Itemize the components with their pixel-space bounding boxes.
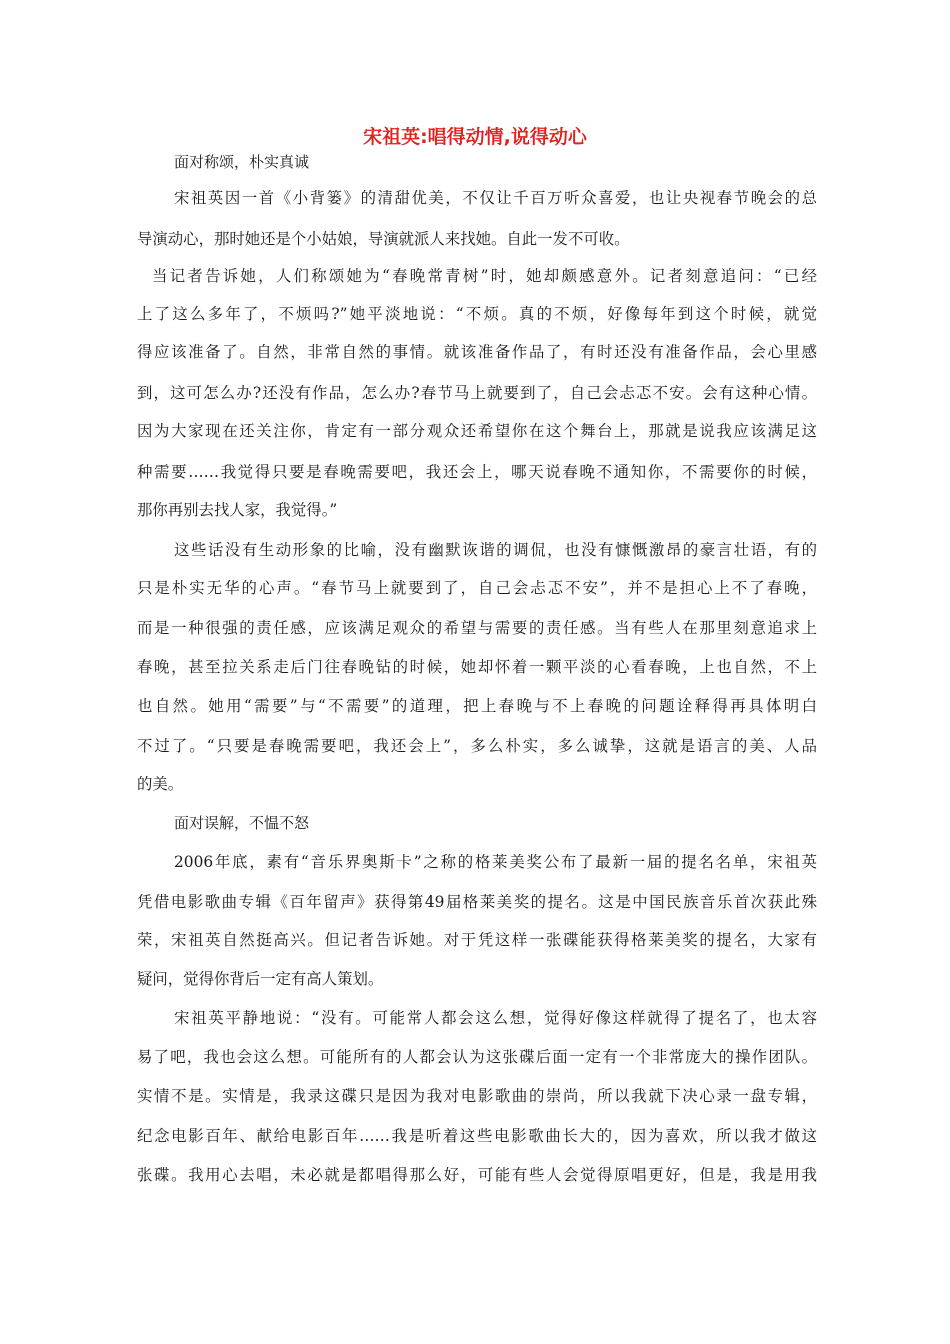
paragraph-line: 不过了。“只要是春晚需要吧，我还会上”，多么朴实，多么诚挚，这就是语言的美、人品 [137, 737, 817, 755]
paragraph-line: 易了吧，我也会这么想。可能所有的人都会认为这张碟后面一定有一个非常庞大的操作团队。 [137, 1048, 817, 1066]
paragraph-line: 这些话没有生动形象的比喻，没有幽默诙谐的调侃，也没有慷慨激昂的豪言壮语，有的 [174, 541, 817, 559]
article-title: 宋祖英:唱得动情,说得动心 [363, 126, 587, 148]
section-heading: 面对称颂，朴实真诚 [174, 153, 310, 171]
paragraph-line: 纪念电影百年、献给电影百年……我是听着这些电影歌曲长大的，因为喜欢，所以我才做这 [137, 1127, 817, 1145]
paragraph-line: 宋祖英因一首《小背篓》的清甜优美，不仅让千百万听众喜爱，也让央视春节晚会的总 [174, 189, 817, 207]
paragraph-line: 那你再别去找人家，我觉得。” [137, 501, 338, 519]
section-heading: 面对误解，不愠不怒 [174, 814, 310, 832]
paragraph-line: 当记者告诉她，人们称颂她为“春晚常青树”时，她却颇感意外。记者刻意追问：“已经 [152, 267, 817, 285]
paragraph-line: 疑问，觉得你背后一定有高人策划。 [137, 970, 384, 988]
paragraph-line: 也自然。她用“需要”与“不需要”的道理，把上春晚与不上春晚的问题诠释得再具体明白 [137, 697, 817, 715]
paragraph-line: 种需要……我觉得只要是春晚需要吧，我还会上，哪天说春晚不通知你，不需要你的时候， [137, 463, 817, 481]
paragraph-line: 只是朴实无华的心声。“春节马上就要到了，自己会忐忑不安”，并不是担心上不了春晚， [137, 579, 817, 597]
paragraph-line: 宋祖英平静地说：“没有。可能常人都会这么想，觉得好像这样就得了提名了，也太容 [174, 1009, 817, 1027]
paragraph-line: 上了这么多年了，不烦吗?”她平淡地说：“不烦。真的不烦，好像每年到这个时候，就觉 [137, 305, 817, 323]
paragraph-line: 荣，宋祖英自然挺高兴。但记者告诉她。对于凭这样一张碟能获得格莱美奖的提名，大家有 [137, 931, 817, 949]
paragraph-line: 到，这可怎么办?还没有作品，怎么办?春节马上就要到了，自己会忐忑不安。会有这种心情。 [137, 384, 817, 402]
paragraph-line: 凭借电影歌曲专辑《百年留声》获得第49届格莱美奖的提名。这是中国民族音乐首次获此殊 [137, 893, 817, 911]
paragraph-line: 实情不是。实情是，我录这碟只是因为我对电影歌曲的崇尚，所以我就下决心录一盘专辑， [137, 1087, 817, 1105]
paragraph-line: 得应该准备了。自然，非常自然的事情。就该准备作品了，有时还没有准备作品，会心里感 [137, 343, 817, 361]
paragraph-line: 导演动心，那时她还是个小姑娘，导演就派人来找她。自此一发不可收。 [137, 230, 630, 248]
paragraph-line: 因为大家现在还关注你，肯定有一部分观众还希望你在这个舞台上，那就是说我应该满足这 [137, 422, 817, 440]
paragraph-line: 而是一种很强的责任感，应该满足观众的希望与需要的责任感。当有些人在那里刻意追求上 [137, 619, 817, 637]
paragraph-line: 2006年底，素有“音乐界奥斯卡”之称的格莱美奖公布了最新一届的提名名单，宋祖英 [174, 853, 817, 871]
paragraph-line: 春晚，甚至拉关系走后门往春晚钻的时候，她却怀着一颗平淡的心看春晚，上也自然，不上 [137, 658, 817, 676]
paragraph-line: 的美。 [137, 775, 184, 793]
paragraph-line: 张碟。我用心去唱，未必就是都唱得那么好，可能有些人会觉得原唱更好，但是，我是用我 [137, 1166, 817, 1184]
